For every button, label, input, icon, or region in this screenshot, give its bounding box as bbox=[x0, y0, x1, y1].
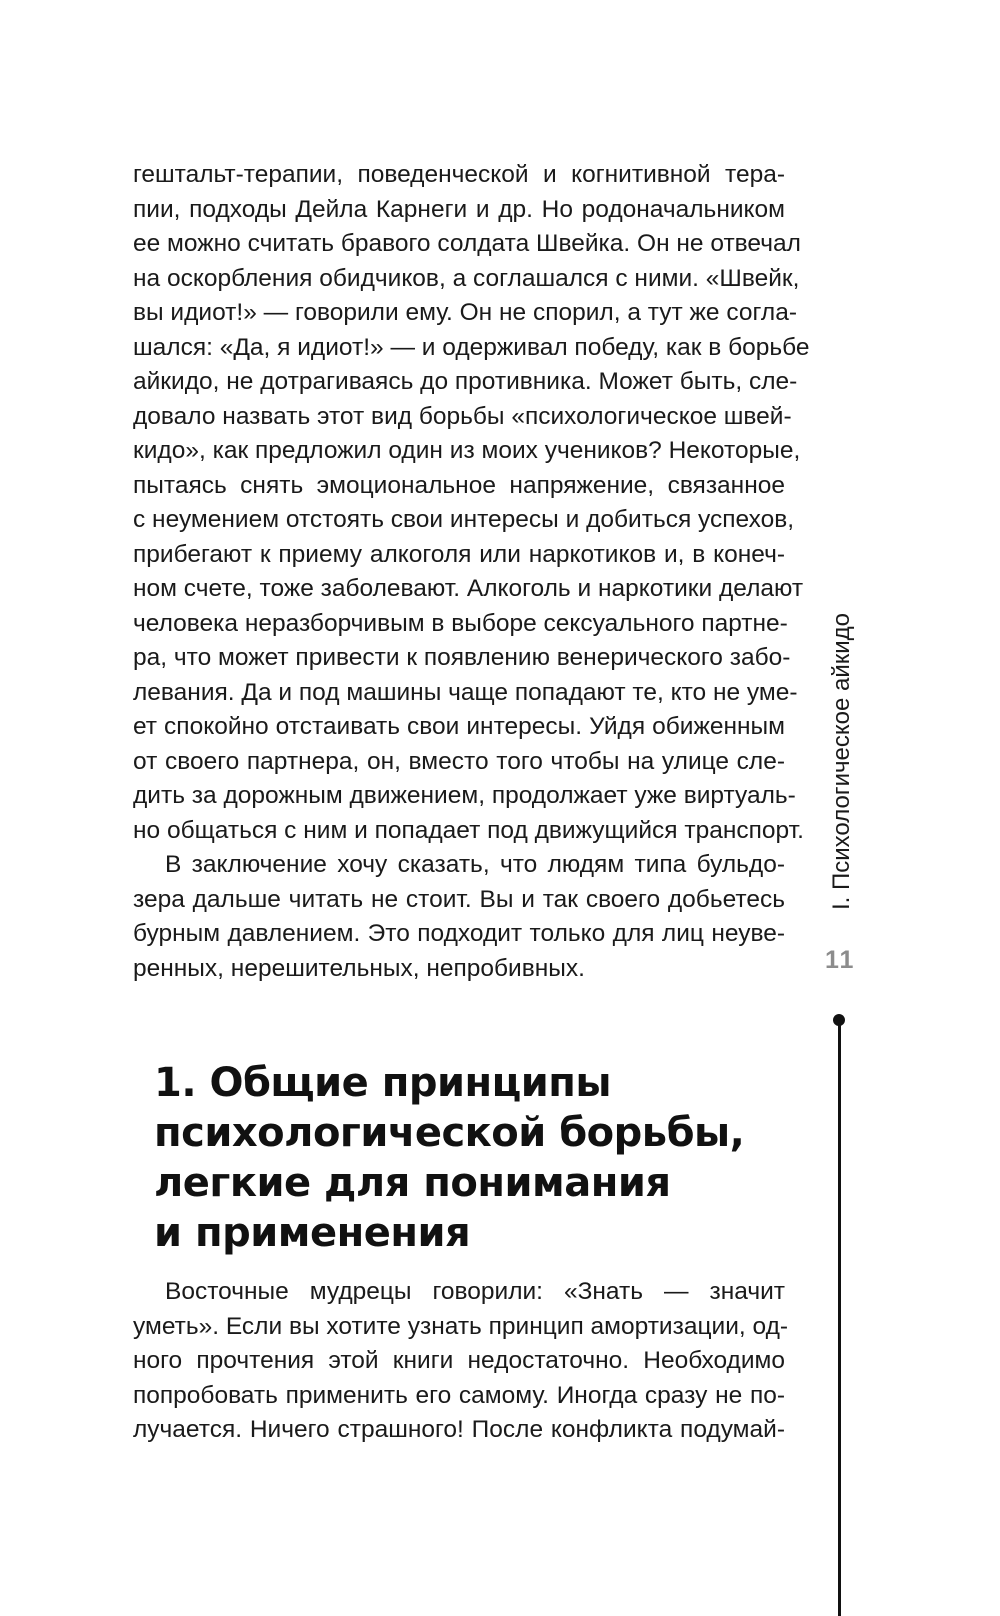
text-line: кидо», как предложил один из моих учеников? Некоторые, bbox=[133, 437, 801, 464]
text-line: шался: «Да, я идиот!» — и одерживал победу, как в борьбе bbox=[133, 333, 810, 361]
text-line: но общаться с ним и попадает под движущийся транспорт. bbox=[133, 816, 804, 844]
running-head: I. Психологическое айкидо bbox=[828, 613, 855, 910]
text-line: айкидо, не дотрагиваясь до противника. Может быть, сле- bbox=[133, 368, 798, 395]
text-line: гештальт-терапии, поведенческой и когнитивной тера- bbox=[133, 161, 785, 188]
text-line: ренных, нерешительных, непробивных. bbox=[133, 954, 585, 982]
text-line: зера дальше читать не стоит. Вы и так своего добьетесь bbox=[133, 885, 785, 913]
text-line: дить за дорожным движением, продолжает уже виртуаль- bbox=[133, 782, 796, 809]
heading-line: и применения bbox=[154, 1210, 471, 1256]
text-line: ет спокойно отстаивать свои интересы. Уйдя обиженным bbox=[133, 713, 785, 740]
text-line: ном счете, тоже заболевают. Алкоголь и наркотики делают bbox=[133, 575, 804, 602]
section-heading bbox=[154, 1058, 794, 1258]
text-line: уметь». Если вы хотите узнать принцип амортизации, од- bbox=[133, 1312, 789, 1340]
text-line: Восточные мудрецы говорили: «Знать — значит bbox=[165, 1278, 785, 1305]
text-line: бурным давлением. Это подходит только для лиц неуве- bbox=[133, 920, 785, 947]
text-line: лучается. Ничего страшного! После конфликта подумай- bbox=[133, 1416, 785, 1443]
margin-rule-line bbox=[838, 1020, 841, 1616]
text-line: ного прочтения этой книги недостаточно. Необходимо bbox=[133, 1347, 785, 1374]
text-line: довало назвать этот вид борьбы «психологическое швей- bbox=[133, 402, 792, 430]
heading-line: легкие для понимания bbox=[154, 1160, 671, 1206]
text-line: ее можно считать бравого солдата Швейка. Он не отвечал bbox=[133, 230, 801, 257]
text-line: вы идиот!» — говорили ему. Он не спорил, а тут же согла- bbox=[133, 299, 797, 326]
text-line: прибегают к приему алкоголя или наркотиков и, в конеч- bbox=[133, 540, 785, 568]
heading-line: психологической борьбы, bbox=[154, 1110, 745, 1156]
text-line: пии, подходы Дейла Карнеги и др. Но родоначальником bbox=[133, 195, 785, 223]
heading-line: 1. Общие принципы bbox=[154, 1060, 612, 1106]
text-line: с неумением отстоять свои интересы и добиться успехов, bbox=[133, 506, 795, 533]
text-line: В заключение хочу сказать, что людям типа бульдо- bbox=[165, 851, 785, 878]
text-line: ра, что может привести к появлению венерического забо- bbox=[133, 644, 791, 671]
text-line: пытаясь снять эмоциональное напряжение, связанное bbox=[133, 471, 785, 499]
text-line: на оскорбления обидчиков, а соглашался с ними. «Швейк, bbox=[133, 264, 800, 292]
text-line: левания. Да и под машины чаще попадают те, кто не уме- bbox=[133, 678, 798, 706]
page-number: 11 bbox=[825, 946, 856, 974]
paragraph-3 bbox=[133, 1275, 789, 1448]
text-line: попробовать применить его самому. Иногда сразу не по- bbox=[133, 1381, 785, 1409]
paragraph-1 bbox=[133, 158, 810, 848]
text-line: от своего партнера, он, вместо того чтобы на улице сле- bbox=[133, 747, 785, 775]
text-line: человека неразборчивым в выборе сексуального партне- bbox=[133, 609, 788, 637]
body-text-column bbox=[133, 158, 810, 986]
paragraph-2 bbox=[133, 848, 785, 986]
